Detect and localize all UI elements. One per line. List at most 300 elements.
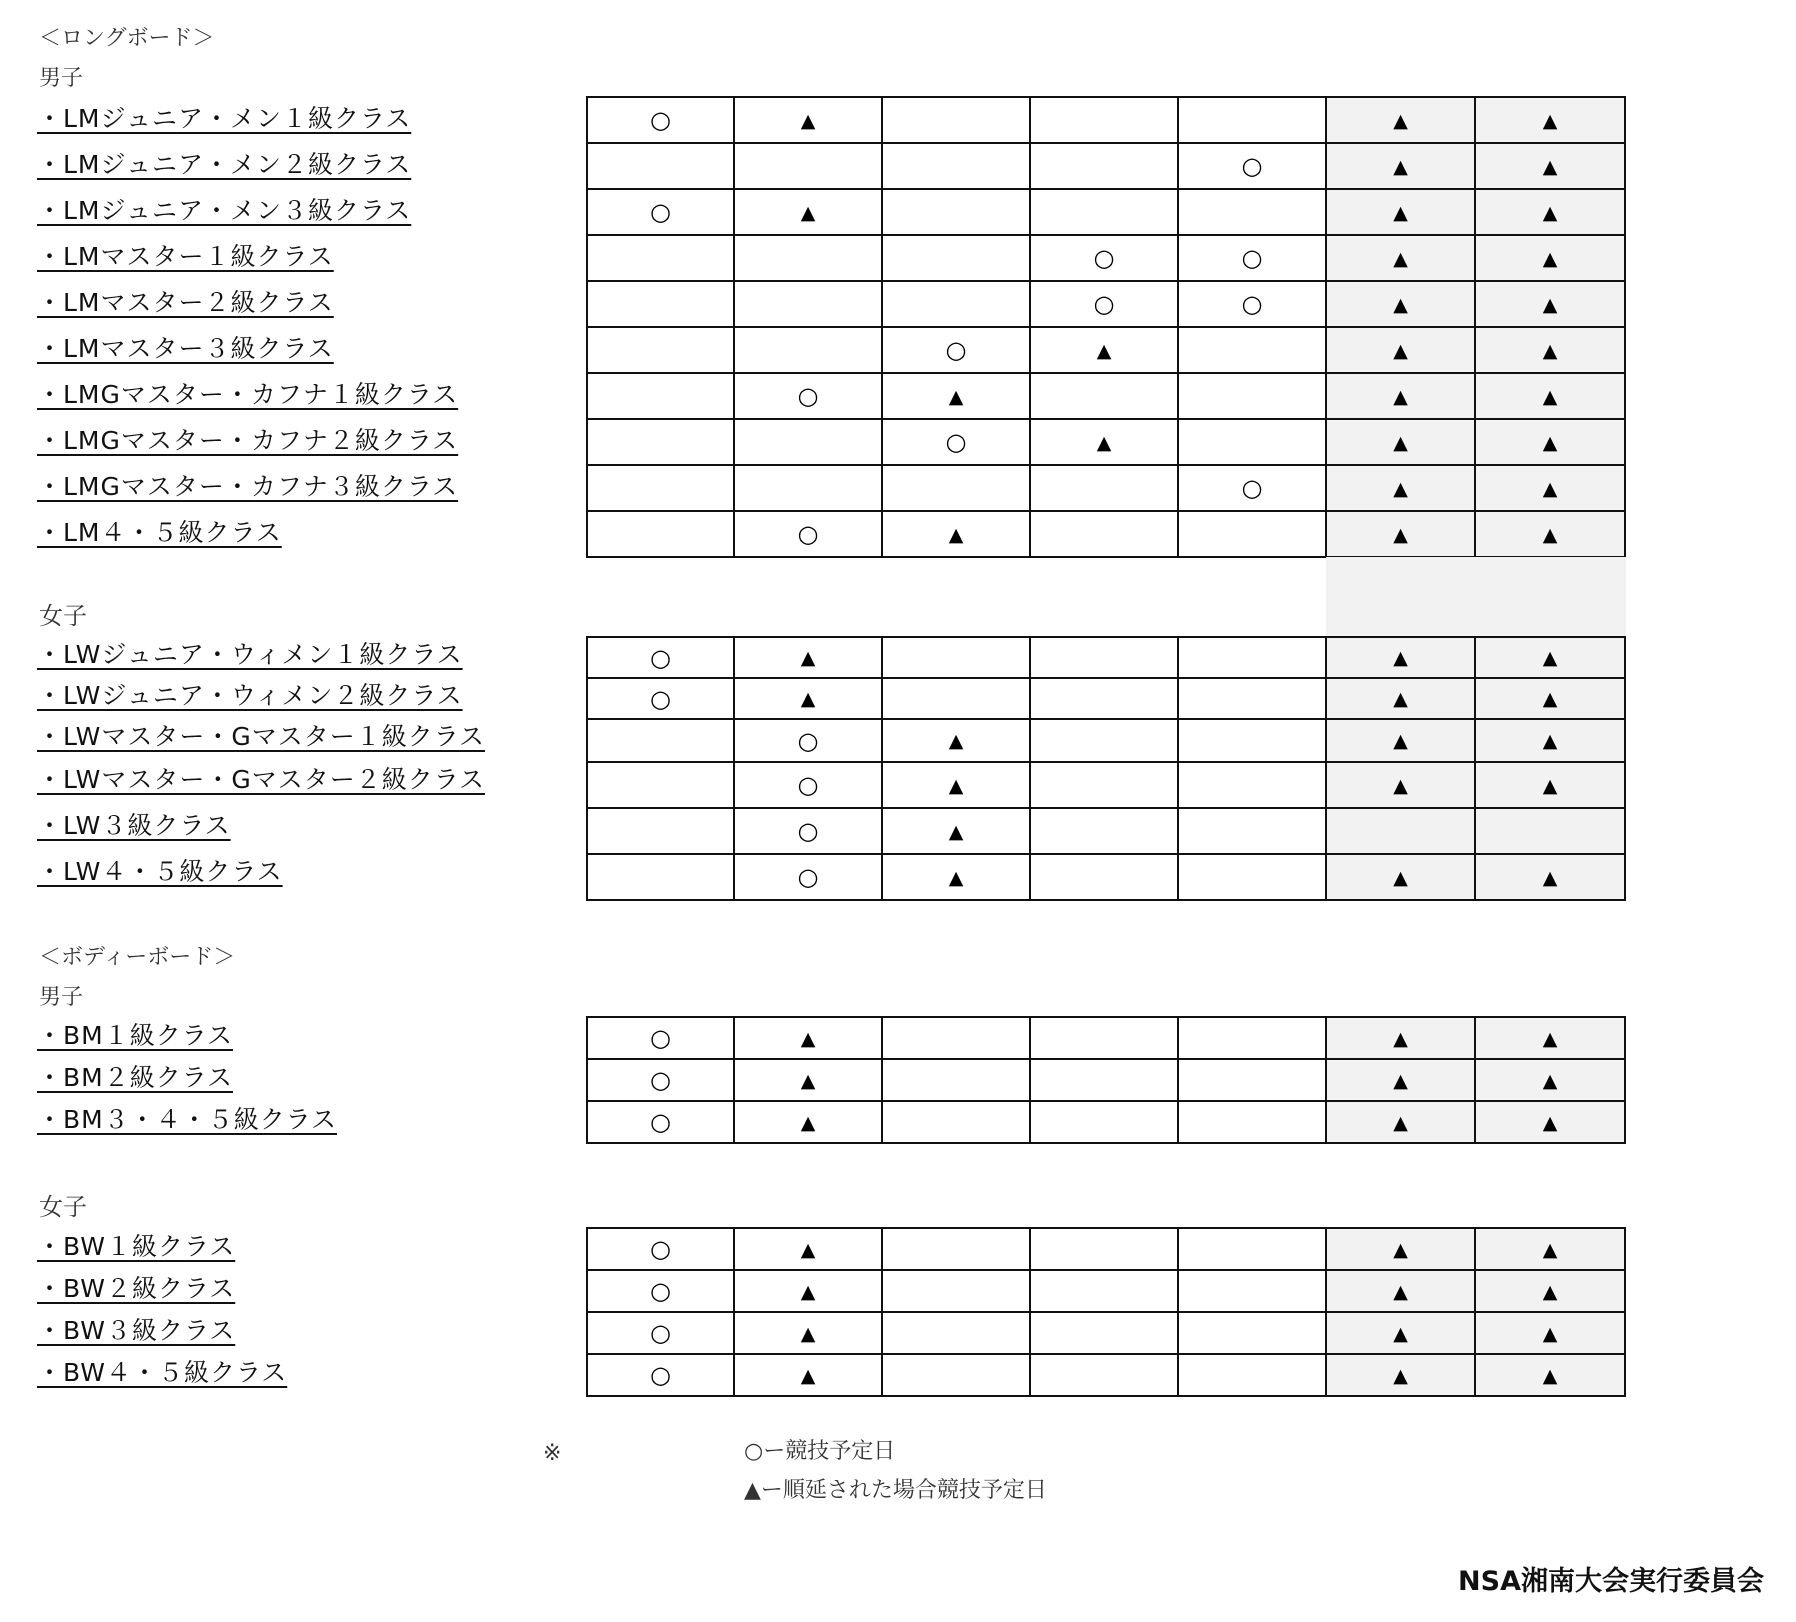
schedule-cell [734, 1017, 882, 1059]
triangle-mark-icon: ▲ [1542, 201, 1558, 224]
schedule-cell [587, 1228, 734, 1270]
schedule-cell [882, 419, 1030, 465]
schedule-cell [1326, 143, 1475, 189]
bodyboard-men-grid [586, 1016, 1626, 1144]
schedule-cell [734, 678, 882, 719]
schedule-cell [882, 373, 1030, 419]
schedule-cell [1030, 189, 1178, 235]
circle-mark-icon: ○ [1241, 244, 1263, 272]
bodyboard-women-heading: 女子 [39, 1193, 87, 1221]
triangle-mark-icon: ▲ [800, 1364, 816, 1387]
class-label[interactable]: ・LMマスター３級クラス [37, 334, 334, 363]
schedule-cell [587, 1312, 734, 1354]
schedule-cell [1178, 281, 1326, 327]
class-label[interactable]: ・LWジュニア・ウィメン２級クラス [37, 681, 463, 710]
schedule-cell [882, 1059, 1030, 1101]
circle-mark-icon: ○ [1093, 290, 1115, 318]
triangle-mark-icon: ▲ [1542, 1027, 1558, 1050]
schedule-cell [587, 143, 734, 189]
triangle-mark-icon: ▲ [1393, 385, 1408, 408]
schedule-cell [882, 808, 1030, 854]
organizer-footer: NSA湘南大会実行委員会 [1458, 1566, 1764, 1597]
triangle-mark-icon: ▲ [800, 1111, 816, 1134]
schedule-cell [587, 1059, 734, 1101]
schedule-cell [1475, 465, 1625, 511]
schedule-row [587, 854, 1625, 900]
schedule-row [587, 373, 1625, 419]
schedule-cell [1475, 762, 1625, 808]
triangle-mark-icon: ▲ [1393, 1322, 1408, 1345]
triangle-mark-icon: ▲ [1393, 1280, 1408, 1303]
schedule-cell [1475, 511, 1625, 557]
schedule-cell [1475, 235, 1625, 281]
triangle-mark-icon: ▲ [948, 866, 964, 889]
schedule-cell [1475, 327, 1625, 373]
schedule-row [587, 281, 1625, 327]
triangle-mark-icon: ▲ [1542, 339, 1558, 362]
triangle-mark-icon: ▲ [1542, 730, 1558, 752]
schedule-cell [1475, 281, 1625, 327]
schedule-cell [734, 235, 882, 281]
longboard-men-heading: 男子 [39, 66, 84, 91]
bodyboard-women-grid [586, 1227, 1626, 1397]
triangle-mark-icon: ▲ [800, 688, 816, 710]
schedule-cell [1475, 419, 1625, 465]
schedule-cell [734, 511, 882, 557]
class-label[interactable]: ・LWマスター・Gマスター１級クラス [37, 722, 485, 751]
circle-mark-icon: ○ [797, 520, 819, 548]
schedule-cell [734, 1312, 882, 1354]
triangle-mark-icon: ▲ [1542, 293, 1558, 316]
schedule-cell [882, 1101, 1030, 1143]
triangle-mark-icon: ▲ [800, 647, 816, 669]
schedule-cell [882, 465, 1030, 511]
schedule-cell [587, 419, 734, 465]
triangle-mark-icon: ▲ [1393, 431, 1408, 454]
schedule-cell [587, 1101, 734, 1143]
schedule-cell [734, 373, 882, 419]
schedule-cell [882, 1354, 1030, 1396]
circle-mark-icon: ○ [797, 771, 819, 799]
schedule-cell [587, 97, 734, 143]
class-label[interactable]: ・BW４・５級クラス [37, 1358, 288, 1387]
circle-mark-icon: ○ [797, 726, 819, 755]
schedule-cell [734, 465, 882, 511]
schedule-cell [1030, 97, 1178, 143]
schedule-cell [1178, 854, 1326, 900]
schedule-cell [882, 637, 1030, 678]
class-label[interactable]: ・LW３級クラス [37, 811, 231, 840]
class-label[interactable]: ・LMジュニア・メン２級クラス [37, 150, 412, 179]
schedule-cell [734, 719, 882, 762]
schedule-cell [882, 1312, 1030, 1354]
triangle-mark-icon: ▲ [1542, 774, 1558, 797]
schedule-row [587, 637, 1625, 678]
triangle-mark-icon: ▲ [800, 1238, 816, 1261]
circle-mark-icon: ○ [650, 1361, 671, 1389]
circle-mark-icon: ○ [945, 428, 967, 456]
schedule-cell [1178, 1228, 1326, 1270]
schedule-cell [1030, 373, 1178, 419]
triangle-mark-icon: ▲ [948, 385, 964, 408]
schedule-cell [882, 854, 1030, 900]
schedule-row [587, 143, 1625, 189]
schedule-cell [734, 1228, 882, 1270]
schedule-cell [587, 854, 734, 900]
schedule-cell [1030, 1017, 1178, 1059]
longboard-men-grid [586, 96, 1626, 558]
schedule-cell [587, 281, 734, 327]
schedule-cell [1178, 373, 1326, 419]
triangle-mark-icon: ▲ [1542, 688, 1558, 710]
schedule-cell [587, 327, 734, 373]
schedule-cell [1178, 808, 1326, 854]
schedule-cell [734, 143, 882, 189]
schedule-cell [734, 854, 882, 900]
schedule-cell [1326, 373, 1475, 419]
schedule-cell [1030, 1228, 1178, 1270]
triangle-mark-icon: ▲ [800, 1069, 816, 1092]
schedule-row [587, 419, 1625, 465]
schedule-cell [882, 678, 1030, 719]
triangle-mark-icon: ▲ [1542, 431, 1558, 454]
schedule-cell [1030, 143, 1178, 189]
schedule-cell [1475, 1101, 1625, 1143]
schedule-cell [587, 465, 734, 511]
bodyboard-men-heading: 男子 [39, 985, 84, 1010]
triangle-mark-icon: ▲ [1393, 247, 1408, 270]
schedule-cell [1178, 143, 1326, 189]
schedule-row [587, 1312, 1625, 1354]
schedule-cell [882, 143, 1030, 189]
schedule-cell [587, 678, 734, 719]
schedule-cell [1030, 854, 1178, 900]
triangle-mark-icon: ▲ [948, 820, 964, 843]
schedule-cell [734, 97, 882, 143]
triangle-mark-icon: ▲ [1393, 730, 1408, 752]
triangle-mark-icon: ▲ [1393, 477, 1408, 500]
schedule-cell [1326, 511, 1475, 557]
schedule-cell [882, 327, 1030, 373]
triangle-mark-icon: ▲ [1393, 647, 1408, 669]
schedule-cell [1475, 854, 1625, 900]
schedule-cell [734, 1354, 882, 1396]
schedule-row [587, 1228, 1625, 1270]
legend-triangle: ▲ー順延された場合競技予定日 [744, 1478, 1047, 1503]
class-label[interactable]: ・LMジュニア・メン１級クラス [37, 104, 412, 133]
schedule-row [587, 97, 1625, 143]
schedule-cell [1326, 235, 1475, 281]
class-label[interactable]: ・LWマスター・Gマスター２級クラス [37, 765, 485, 794]
longboard-section-title: ＜ロングボード＞ [39, 26, 215, 51]
schedule-cell [1326, 1017, 1475, 1059]
schedule-row [587, 719, 1625, 762]
circle-mark-icon: ○ [797, 863, 819, 891]
schedule-cell [882, 719, 1030, 762]
schedule-cell [1475, 1059, 1625, 1101]
class-label[interactable]: ・LMマスター２級クラス [37, 288, 334, 317]
schedule-cell [1475, 97, 1625, 143]
legend-note-mark: ※ [543, 1441, 562, 1466]
class-label[interactable]: ・LWジュニア・ウィメン１級クラス [37, 640, 463, 669]
schedule-cell [1178, 327, 1326, 373]
circle-mark-icon: ○ [650, 1235, 671, 1263]
schedule-cell [734, 762, 882, 808]
circle-mark-icon: ○ [1093, 244, 1115, 272]
schedule-cell [1475, 1017, 1625, 1059]
bodyboard-section-title: ＜ボディーボード＞ [39, 945, 236, 970]
schedule-cell [1326, 1228, 1475, 1270]
schedule-cell [1030, 327, 1178, 373]
triangle-mark-icon: ▲ [800, 201, 816, 224]
triangle-mark-icon: ▲ [1393, 201, 1408, 224]
schedule-cell [1030, 1059, 1178, 1101]
schedule-cell [1030, 419, 1178, 465]
schedule-cell [1475, 719, 1625, 762]
class-label[interactable]: ・LMGマスター・カフナ２級クラス [37, 426, 459, 455]
triangle-mark-icon: ▲ [800, 109, 816, 132]
circle-mark-icon: ○ [1241, 474, 1263, 502]
schedule-cell [587, 235, 734, 281]
longboard-women-heading: 女子 [39, 602, 87, 630]
schedule-cell [1475, 189, 1625, 235]
schedule-cell [1030, 465, 1178, 511]
schedule-row [587, 465, 1625, 511]
schedule-cell [882, 1228, 1030, 1270]
triangle-mark-icon: ▲ [1393, 688, 1408, 710]
schedule-cell [1178, 511, 1326, 557]
schedule-cell [1030, 762, 1178, 808]
schedule-row [587, 678, 1625, 719]
schedule-cell [1178, 1354, 1326, 1396]
triangle-mark-icon: ▲ [948, 730, 964, 752]
schedule-cell [734, 281, 882, 327]
triangle-mark-icon: ▲ [1542, 1364, 1558, 1387]
schedule-cell [882, 235, 1030, 281]
triangle-mark-icon: ▲ [1393, 1027, 1408, 1050]
circle-mark-icon: ○ [650, 106, 671, 134]
schedule-row [587, 1059, 1625, 1101]
schedule-cell [1178, 419, 1326, 465]
schedule-cell [882, 1017, 1030, 1059]
shade-gap [1326, 557, 1626, 637]
schedule-cell [734, 189, 882, 235]
triangle-mark-icon: ▲ [1393, 1238, 1408, 1261]
triangle-mark-icon: ▲ [948, 523, 964, 546]
schedule-cell [1326, 854, 1475, 900]
schedule-cell [1475, 637, 1625, 678]
triangle-mark-icon: ▲ [948, 774, 964, 797]
triangle-mark-icon: ▲ [1393, 109, 1408, 132]
longboard-women-grid [586, 636, 1626, 901]
triangle-mark-icon: ▲ [1542, 523, 1558, 546]
class-label[interactable]: ・BW１級クラス [37, 1232, 236, 1261]
schedule-cell [882, 189, 1030, 235]
schedule-cell [1326, 762, 1475, 808]
class-label[interactable]: ・BM１級クラス [37, 1021, 233, 1050]
triangle-mark-icon: ▲ [1542, 109, 1558, 132]
schedule-row [587, 235, 1625, 281]
schedule-cell [587, 373, 734, 419]
circle-mark-icon: ○ [797, 382, 819, 410]
schedule-cell [1475, 1312, 1625, 1354]
schedule-cell [882, 762, 1030, 808]
class-label[interactable]: ・BM３・４・５級クラス [37, 1105, 337, 1134]
schedule-cell [882, 1270, 1030, 1312]
schedule-row [587, 1354, 1625, 1396]
triangle-mark-icon: ▲ [1542, 477, 1558, 500]
triangle-mark-icon: ▲ [1393, 774, 1408, 797]
circle-mark-icon: ○ [945, 336, 967, 364]
schedule-cell [587, 1270, 734, 1312]
circle-mark-icon: ○ [797, 817, 819, 845]
schedule-row [587, 1270, 1625, 1312]
schedule-cell [1178, 1101, 1326, 1143]
triangle-mark-icon: ▲ [1542, 1238, 1558, 1261]
schedule-cell [587, 762, 734, 808]
schedule-cell [1326, 808, 1475, 854]
circle-mark-icon: ○ [650, 1066, 671, 1094]
triangle-mark-icon: ▲ [1542, 866, 1558, 889]
schedule-cell [1475, 1270, 1625, 1312]
schedule-cell [1178, 465, 1326, 511]
schedule-cell [1178, 1059, 1326, 1101]
schedule-cell [1030, 1312, 1178, 1354]
schedule-cell [734, 1270, 882, 1312]
schedule-cell [1178, 1270, 1326, 1312]
schedule-cell [1326, 1354, 1475, 1396]
triangle-mark-icon: ▲ [1096, 339, 1112, 362]
triangle-mark-icon: ▲ [1542, 647, 1558, 669]
schedule-cell [1030, 1101, 1178, 1143]
schedule-cell [1030, 511, 1178, 557]
triangle-mark-icon: ▲ [800, 1322, 816, 1345]
schedule-cell [587, 189, 734, 235]
schedule-cell [1178, 235, 1326, 281]
schedule-cell [1178, 762, 1326, 808]
schedule-cell [882, 281, 1030, 327]
schedule-cell [1326, 637, 1475, 678]
schedule-cell [1326, 1059, 1475, 1101]
triangle-mark-icon: ▲ [1393, 293, 1408, 316]
circle-mark-icon: ○ [650, 1024, 671, 1052]
schedule-cell [1030, 1270, 1178, 1312]
triangle-mark-icon: ▲ [1393, 523, 1408, 546]
triangle-mark-icon: ▲ [1542, 385, 1558, 408]
schedule-cell [1326, 189, 1475, 235]
schedule-cell [1326, 719, 1475, 762]
triangle-mark-icon: ▲ [1393, 866, 1408, 889]
schedule-cell [734, 327, 882, 373]
schedule-row [587, 511, 1625, 557]
class-label[interactable]: ・LMマスター１級クラス [37, 242, 334, 271]
schedule-cell [1475, 1228, 1625, 1270]
schedule-row [587, 327, 1625, 373]
circle-mark-icon: ○ [650, 684, 671, 713]
schedule-cell [1178, 1017, 1326, 1059]
triangle-mark-icon: ▲ [1393, 155, 1408, 178]
class-label[interactable]: ・LMジュニア・メン３級クラス [37, 196, 412, 225]
schedule-cell [587, 637, 734, 678]
schedule-cell [587, 511, 734, 557]
schedule-cell [734, 1101, 882, 1143]
triangle-mark-icon: ▲ [1542, 1111, 1558, 1134]
schedule-cell [1030, 637, 1178, 678]
triangle-mark-icon: ▲ [1393, 1111, 1408, 1134]
class-label[interactable]: ・LMGマスター・カフナ３級クラス [37, 472, 459, 501]
triangle-mark-icon: ▲ [800, 1280, 816, 1303]
triangle-mark-icon: ▲ [800, 1027, 816, 1050]
triangle-mark-icon: ▲ [1542, 247, 1558, 270]
schedule-cell [882, 97, 1030, 143]
schedule-cell [1326, 419, 1475, 465]
schedule-cell [734, 808, 882, 854]
schedule-row [587, 1017, 1625, 1059]
circle-mark-icon: ○ [650, 1108, 671, 1136]
schedule-cell [1475, 1354, 1625, 1396]
triangle-mark-icon: ▲ [1542, 1322, 1558, 1345]
circle-mark-icon: ○ [1241, 290, 1263, 318]
schedule-cell [1178, 189, 1326, 235]
schedule-cell [1326, 465, 1475, 511]
schedule-cell [1475, 143, 1625, 189]
class-label[interactable]: ・LMGマスター・カフナ１級クラス [37, 380, 459, 409]
class-label[interactable]: ・BW３級クラス [37, 1316, 236, 1345]
class-label[interactable]: ・BM２級クラス [37, 1063, 233, 1092]
schedule-cell [1326, 1312, 1475, 1354]
schedule-cell [1326, 1101, 1475, 1143]
schedule-cell [1178, 1312, 1326, 1354]
schedule-cell [734, 419, 882, 465]
schedule-cell [734, 1059, 882, 1101]
triangle-mark-icon: ▲ [1393, 1364, 1408, 1387]
schedule-cell [1326, 1270, 1475, 1312]
schedule-cell [734, 637, 882, 678]
class-label[interactable]: ・LM４・５級クラス [37, 518, 282, 547]
circle-mark-icon: ○ [650, 198, 671, 226]
schedule-cell [587, 1354, 734, 1396]
schedule-cell [1030, 235, 1178, 281]
triangle-mark-icon: ▲ [1393, 339, 1408, 362]
schedule-cell [1326, 678, 1475, 719]
schedule-cell [587, 719, 734, 762]
schedule-row [587, 808, 1625, 854]
schedule-cell [1178, 678, 1326, 719]
circle-mark-icon: ○ [650, 643, 671, 672]
schedule-cell [587, 808, 734, 854]
class-label[interactable]: ・BW２級クラス [37, 1274, 236, 1303]
schedule-row [587, 762, 1625, 808]
triangle-mark-icon: ▲ [1393, 1069, 1408, 1092]
schedule-cell [1178, 97, 1326, 143]
schedule-cell [1030, 1354, 1178, 1396]
schedule-cell [1475, 373, 1625, 419]
legend-circle: ○ー競技予定日 [744, 1439, 896, 1464]
schedule-cell [1475, 678, 1625, 719]
schedule-row [587, 1101, 1625, 1143]
schedule-cell [1178, 719, 1326, 762]
schedule-cell [1030, 678, 1178, 719]
class-label[interactable]: ・LW４・５級クラス [37, 857, 283, 886]
schedule-cell [1030, 281, 1178, 327]
circle-mark-icon: ○ [1241, 152, 1263, 180]
schedule-cell [1030, 719, 1178, 762]
circle-mark-icon: ○ [650, 1319, 671, 1347]
triangle-mark-icon: ▲ [1542, 1280, 1558, 1303]
circle-mark-icon: ○ [650, 1277, 671, 1305]
schedule-row [587, 189, 1625, 235]
schedule-cell [882, 511, 1030, 557]
